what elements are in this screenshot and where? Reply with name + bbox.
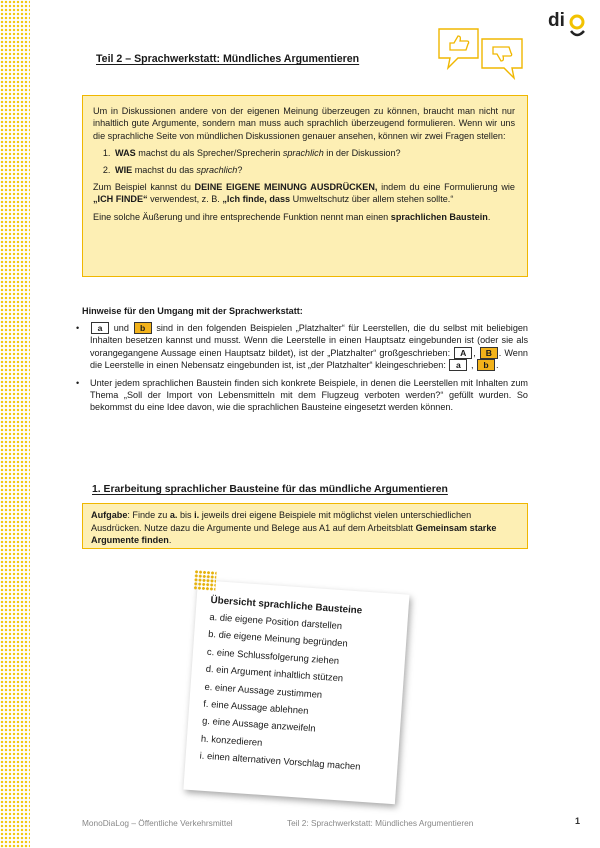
question-what: 1. WAS machst du als Sprecher/Sprecherin sprachlich in der Diskussion? bbox=[113, 147, 515, 159]
svg-text:di: di bbox=[548, 10, 565, 31]
question-how: 2. WIE machst du das sprachlich? bbox=[113, 164, 515, 176]
example-paragraph: Zum Beispiel kannst du DEINE EIGENE MEINUNG AUSDRÜCKEN, indem du eine Formulierung wie „ICH FINDE“ verwendest, z. B. „Ich finde, dass Umweltschutz über allem stehen sollte.“ bbox=[93, 182, 515, 205]
definition-paragraph: Eine solche Äußerung und ihre entsprechende Funktion nennt man einen sprachlichen Baustein. bbox=[93, 211, 491, 222]
hints-title: Hinweise für den Umgang mit der Sprachwerkstatt: bbox=[82, 306, 303, 316]
dialog-logo bbox=[546, 6, 588, 40]
list-item: f. eine Aussage ablehnen bbox=[203, 697, 309, 716]
placeholder-A: A bbox=[454, 347, 472, 359]
list-item: e. einer Aussage zustimmen bbox=[204, 680, 323, 700]
intro-paragraph: Um in Diskussionen andere von der eigenen Meinung überzeugen zu können, braucht man nicht nur inhaltlich gute Argumente, sondern man muss auch sprachlich überzeugend formulieren. Wenn wir uns die sprachliche Seite von mündlichen Diskussionen genauer ansehen, können wir zwei Fragen stellen: bbox=[93, 106, 515, 141]
hint-placeholders: • a und b sind in den folgenden Beispielen „Platzhalter“ für Leerstellen, die du selbst mit beliebigen Inhalten besetzen kannst und musst. Wenn die Leerstelle in einen Hauptsatz eingebunden ist (oder sie als vorangegangene Aussage einen Hauptsatz bildet), ist der „Platzhalter“ großgeschrieben: A , B . Wenn die Leerstelle in einen Nebensatz eingebunden ist, ist „der Platzhalter“ kleingeschrieben: a , b . bbox=[76, 323, 528, 371]
list-item: a. die eigene Position darstellen bbox=[209, 610, 343, 632]
decorative-dot-strip bbox=[0, 0, 30, 848]
page-title: Teil 2 – Sprachwerkstatt: Mündliches Argumentieren bbox=[96, 53, 360, 65]
hint-examples: • Unter jedem sprachlichen Baustein finden sich konkrete Beispiele, in denen die Leerstellen mit Inhalten zum Thema „Soll der Import von Lebensmitteln mit dem Flugzeug verboten werden?“ gefüllt wurden. So bekommst du eine Idee davon, wie die sprachlichen Bausteine eingesetzt werden können. bbox=[76, 377, 528, 413]
page-number: 1 bbox=[575, 816, 581, 826]
card-dot-decoration bbox=[193, 570, 216, 591]
list-item: c. eine Schlussfolgerung ziehen bbox=[206, 645, 340, 666]
list-item: h. konzedieren bbox=[200, 732, 263, 748]
thumbs-bubbles-icon bbox=[436, 26, 526, 84]
card-title: Übersicht sprachliche Bausteine bbox=[210, 594, 363, 617]
overview-card bbox=[183, 580, 409, 804]
hints-list bbox=[76, 322, 528, 419]
intro-box bbox=[82, 95, 528, 277]
bullet: • bbox=[76, 323, 80, 333]
placeholder-a: a bbox=[91, 322, 109, 334]
placeholder-b-small: b bbox=[477, 359, 495, 371]
bullet: • bbox=[76, 377, 80, 388]
section-title: 1. Erarbeitung sprachlicher Bausteine für das mündliche Argumentieren bbox=[92, 484, 448, 495]
list-item: b. die eigene Meinung begründen bbox=[207, 628, 349, 649]
task-box: Aufgabe: Finde zu a. bis i. jeweils drei eigene Beispiele mit möglichst vielen unterschiedlichen Ausdrücken. Nutze dazu die Argumente und Belege aus A1 auf dem Arbeitsblatt Gemeinsam starke Argumente finden. bbox=[82, 503, 528, 549]
list-item: i. einen alternativen Vorschlag machen bbox=[199, 749, 361, 772]
footer-left: MonoDiaLog – Öffentliche Verkehrsmittel bbox=[82, 818, 233, 828]
question-list bbox=[93, 147, 515, 176]
list-item: g. eine Aussage anzweifeln bbox=[201, 714, 316, 734]
placeholder-B: B bbox=[480, 347, 498, 359]
placeholder-b: b bbox=[134, 322, 152, 334]
list-item: d. ein Argument inhaltlich stützen bbox=[205, 662, 344, 684]
building-blocks-list bbox=[199, 611, 397, 780]
placeholder-a-small: a bbox=[449, 359, 467, 371]
footer-center: Teil 2: Sprachwerkstatt: Mündliches Argumentieren bbox=[287, 818, 474, 828]
